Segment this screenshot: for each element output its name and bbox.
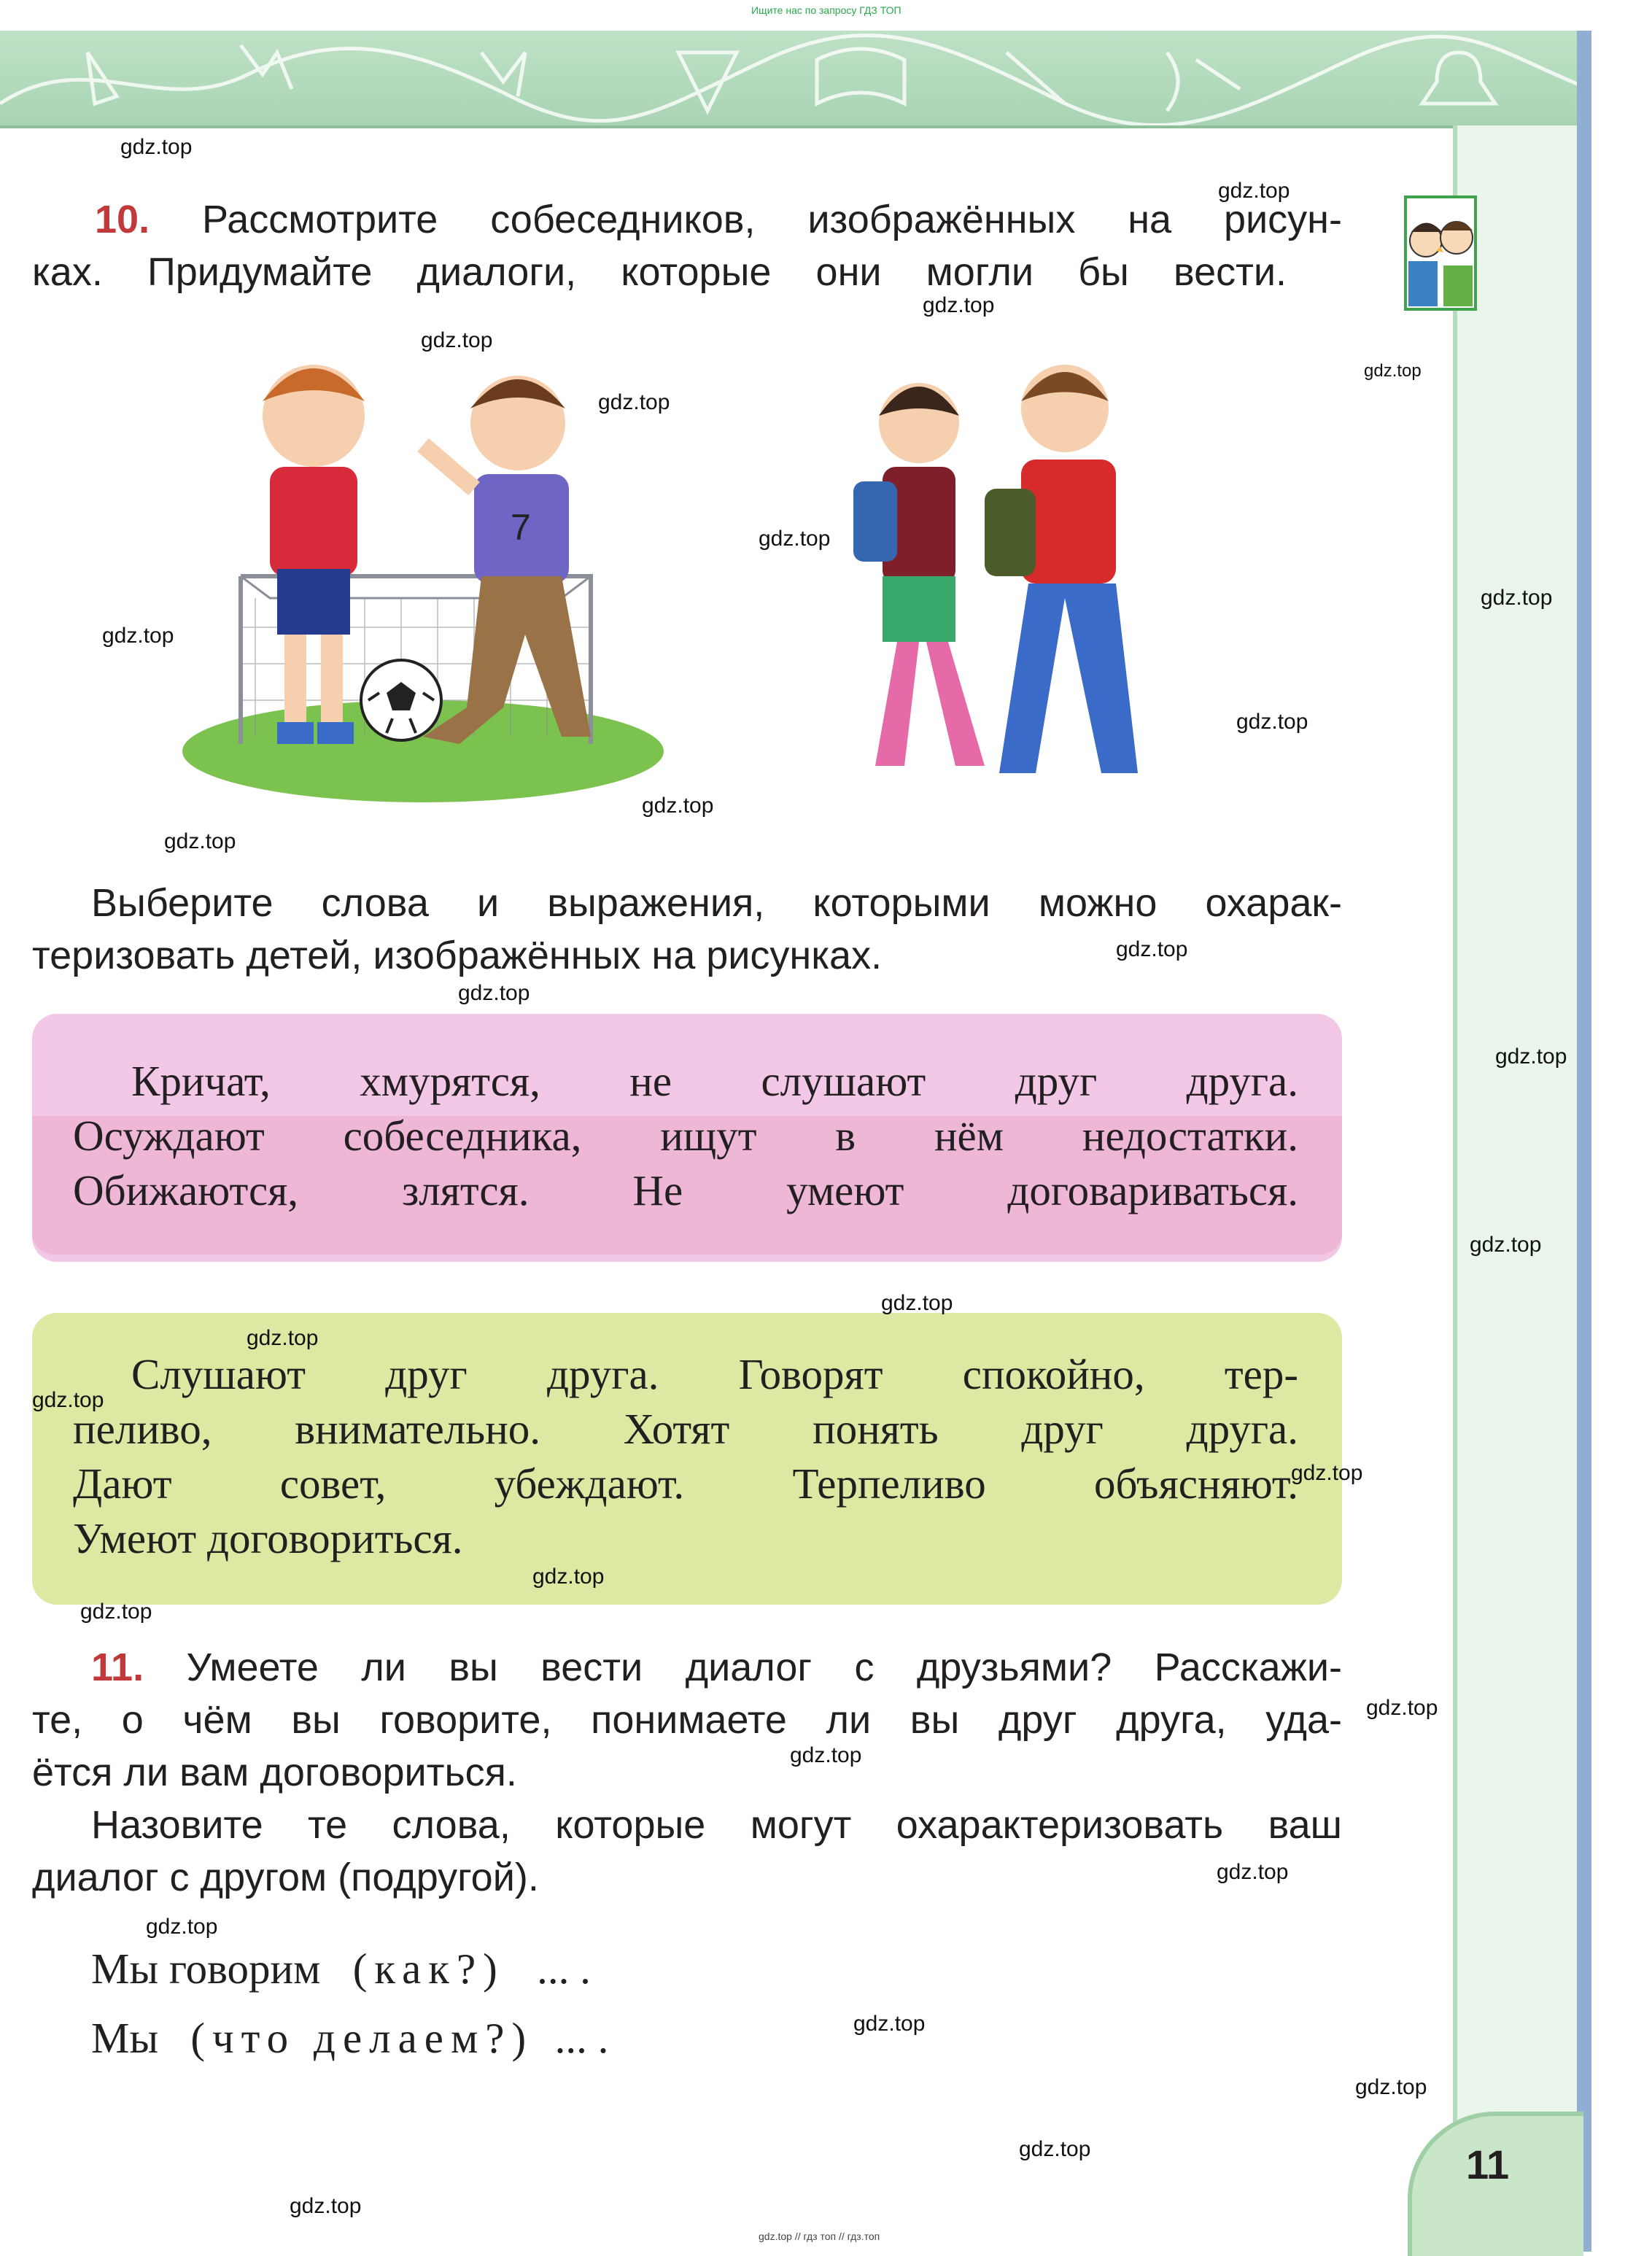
task11-line3: ётся ли вам договориться. xyxy=(32,1751,517,1794)
watermark: gdz.top xyxy=(1217,1860,1289,1884)
watermark: gdz.top xyxy=(164,829,236,853)
watermark: gdz.top xyxy=(1470,1233,1542,1257)
watermark: gdz.top xyxy=(1481,586,1553,610)
watermark: gdz.top xyxy=(102,624,174,648)
watermark: gdz.top xyxy=(421,328,493,352)
watermark: gdz.top xyxy=(759,527,831,551)
dialog-icon xyxy=(1404,195,1477,311)
pink-box-line2: Осуждают собеседника, ищут в нём недостатки. xyxy=(73,1112,1298,1160)
example2-question: (что делаем?) xyxy=(190,2014,534,2062)
example1-start: Мы говорим xyxy=(91,1945,321,1993)
example1-blank: ... . xyxy=(537,1945,591,1993)
green-box-line1: Слушают друг друга. Говорят спокойно, тер- xyxy=(131,1350,1298,1398)
task11-text-line1: Умеете ли вы вести диалог с друзьями? Расскажи- xyxy=(186,1646,1342,1689)
green-box-line3: Дают совет, убеждают. Терпеливо объясняют. xyxy=(73,1460,1298,1508)
shirt-number: 7 xyxy=(511,507,531,548)
soccer-ball xyxy=(361,660,441,740)
pink-box-line3: Обижаются, злятся. Не умеют договариваться. xyxy=(73,1166,1298,1214)
watermark: gdz.top xyxy=(853,2012,926,2036)
boy-red-sweater xyxy=(985,365,1138,773)
task11-number: 11. xyxy=(91,1646,144,1689)
watermark: gdz.top xyxy=(1116,937,1188,961)
watermark: gdz.top xyxy=(120,135,193,159)
page-edge xyxy=(1577,31,1591,2252)
top-credit: Ищите нас по запросу ГДЗ ТОП xyxy=(751,4,901,16)
watermark: gdz.top xyxy=(32,1388,104,1412)
right-margin-column xyxy=(1453,125,1581,2252)
watermark: gdz.top xyxy=(598,390,670,414)
example-line2 xyxy=(91,2013,608,2063)
boy-purple-shirt xyxy=(423,376,591,744)
watermark: gdz.top xyxy=(1495,1044,1567,1069)
task10-line1 xyxy=(95,193,1342,246)
watermark: gdz.top xyxy=(1291,1461,1363,1485)
watermark: gdz.top xyxy=(1236,710,1308,734)
watermark: gdz.top xyxy=(1218,179,1290,203)
bottom-credit: gdz.top // гдз топ // гдз.топ xyxy=(759,2230,880,2242)
watermark: gdz.top xyxy=(642,794,714,818)
watermark: gdz.top xyxy=(80,1600,152,1624)
watermark: gdz.top xyxy=(146,1915,218,1939)
watermark: gdz.top xyxy=(1019,2137,1091,2161)
example2-blank: ... . xyxy=(554,2014,609,2062)
green-box-line2: пеливо, внимательно. Хотят понять друг друга. xyxy=(73,1405,1298,1453)
task10-line2: ках. Придумайте диалоги, которые они могли бы вести. xyxy=(32,250,1287,294)
task11-line4: Назовите те слова, которые могут охарактеризовать ваш xyxy=(91,1803,1342,1847)
illustration-children xyxy=(182,357,1203,810)
example2-start: Мы xyxy=(91,2014,159,2062)
watermark: gdz.top xyxy=(1355,2075,1427,2099)
watermark: gdz.top xyxy=(1366,1696,1438,1720)
task10-text-line1: Рассмотрите собеседников, изображённых на рисун- xyxy=(201,198,1342,241)
watermark: gdz.top xyxy=(532,1565,605,1589)
task11-line5: диалог с другом (подругой). xyxy=(32,1856,539,1899)
watermark: gdz.top xyxy=(247,1326,319,1350)
girl-with-backpack xyxy=(853,383,985,766)
task11-line2: те, о чём вы говорите, понимаете ли вы друг друга, уда- xyxy=(32,1698,1342,1742)
example-line1 xyxy=(91,1944,591,1994)
watermark: gdz.top xyxy=(1364,361,1422,381)
pink-box-line1: Кричат, хмурятся, не слушают друг друга. xyxy=(131,1057,1298,1105)
task11-line1 xyxy=(91,1641,1342,1694)
header-band xyxy=(0,31,1590,128)
header-doodles xyxy=(0,31,1590,125)
watermark: gdz.top xyxy=(458,981,530,1005)
watermark: gdz.top xyxy=(881,1291,953,1315)
task10-prompt-line1: Выберите слова и выражения, которыми можно охарак- xyxy=(91,881,1342,925)
task10-prompt-line2: теризовать детей, изображённых на рисунках. xyxy=(32,934,883,977)
task10-number: 10. xyxy=(95,198,150,241)
watermark: gdz.top xyxy=(790,1743,862,1767)
watermark: gdz.top xyxy=(290,2194,362,2218)
watermark: gdz.top xyxy=(923,293,995,317)
page-number: 11 xyxy=(1466,2141,1510,2187)
green-box-line4: Умеют договориться. xyxy=(73,1514,463,1562)
boy-red-shirt xyxy=(263,365,365,744)
example1-question: (как?) xyxy=(352,1945,505,1993)
